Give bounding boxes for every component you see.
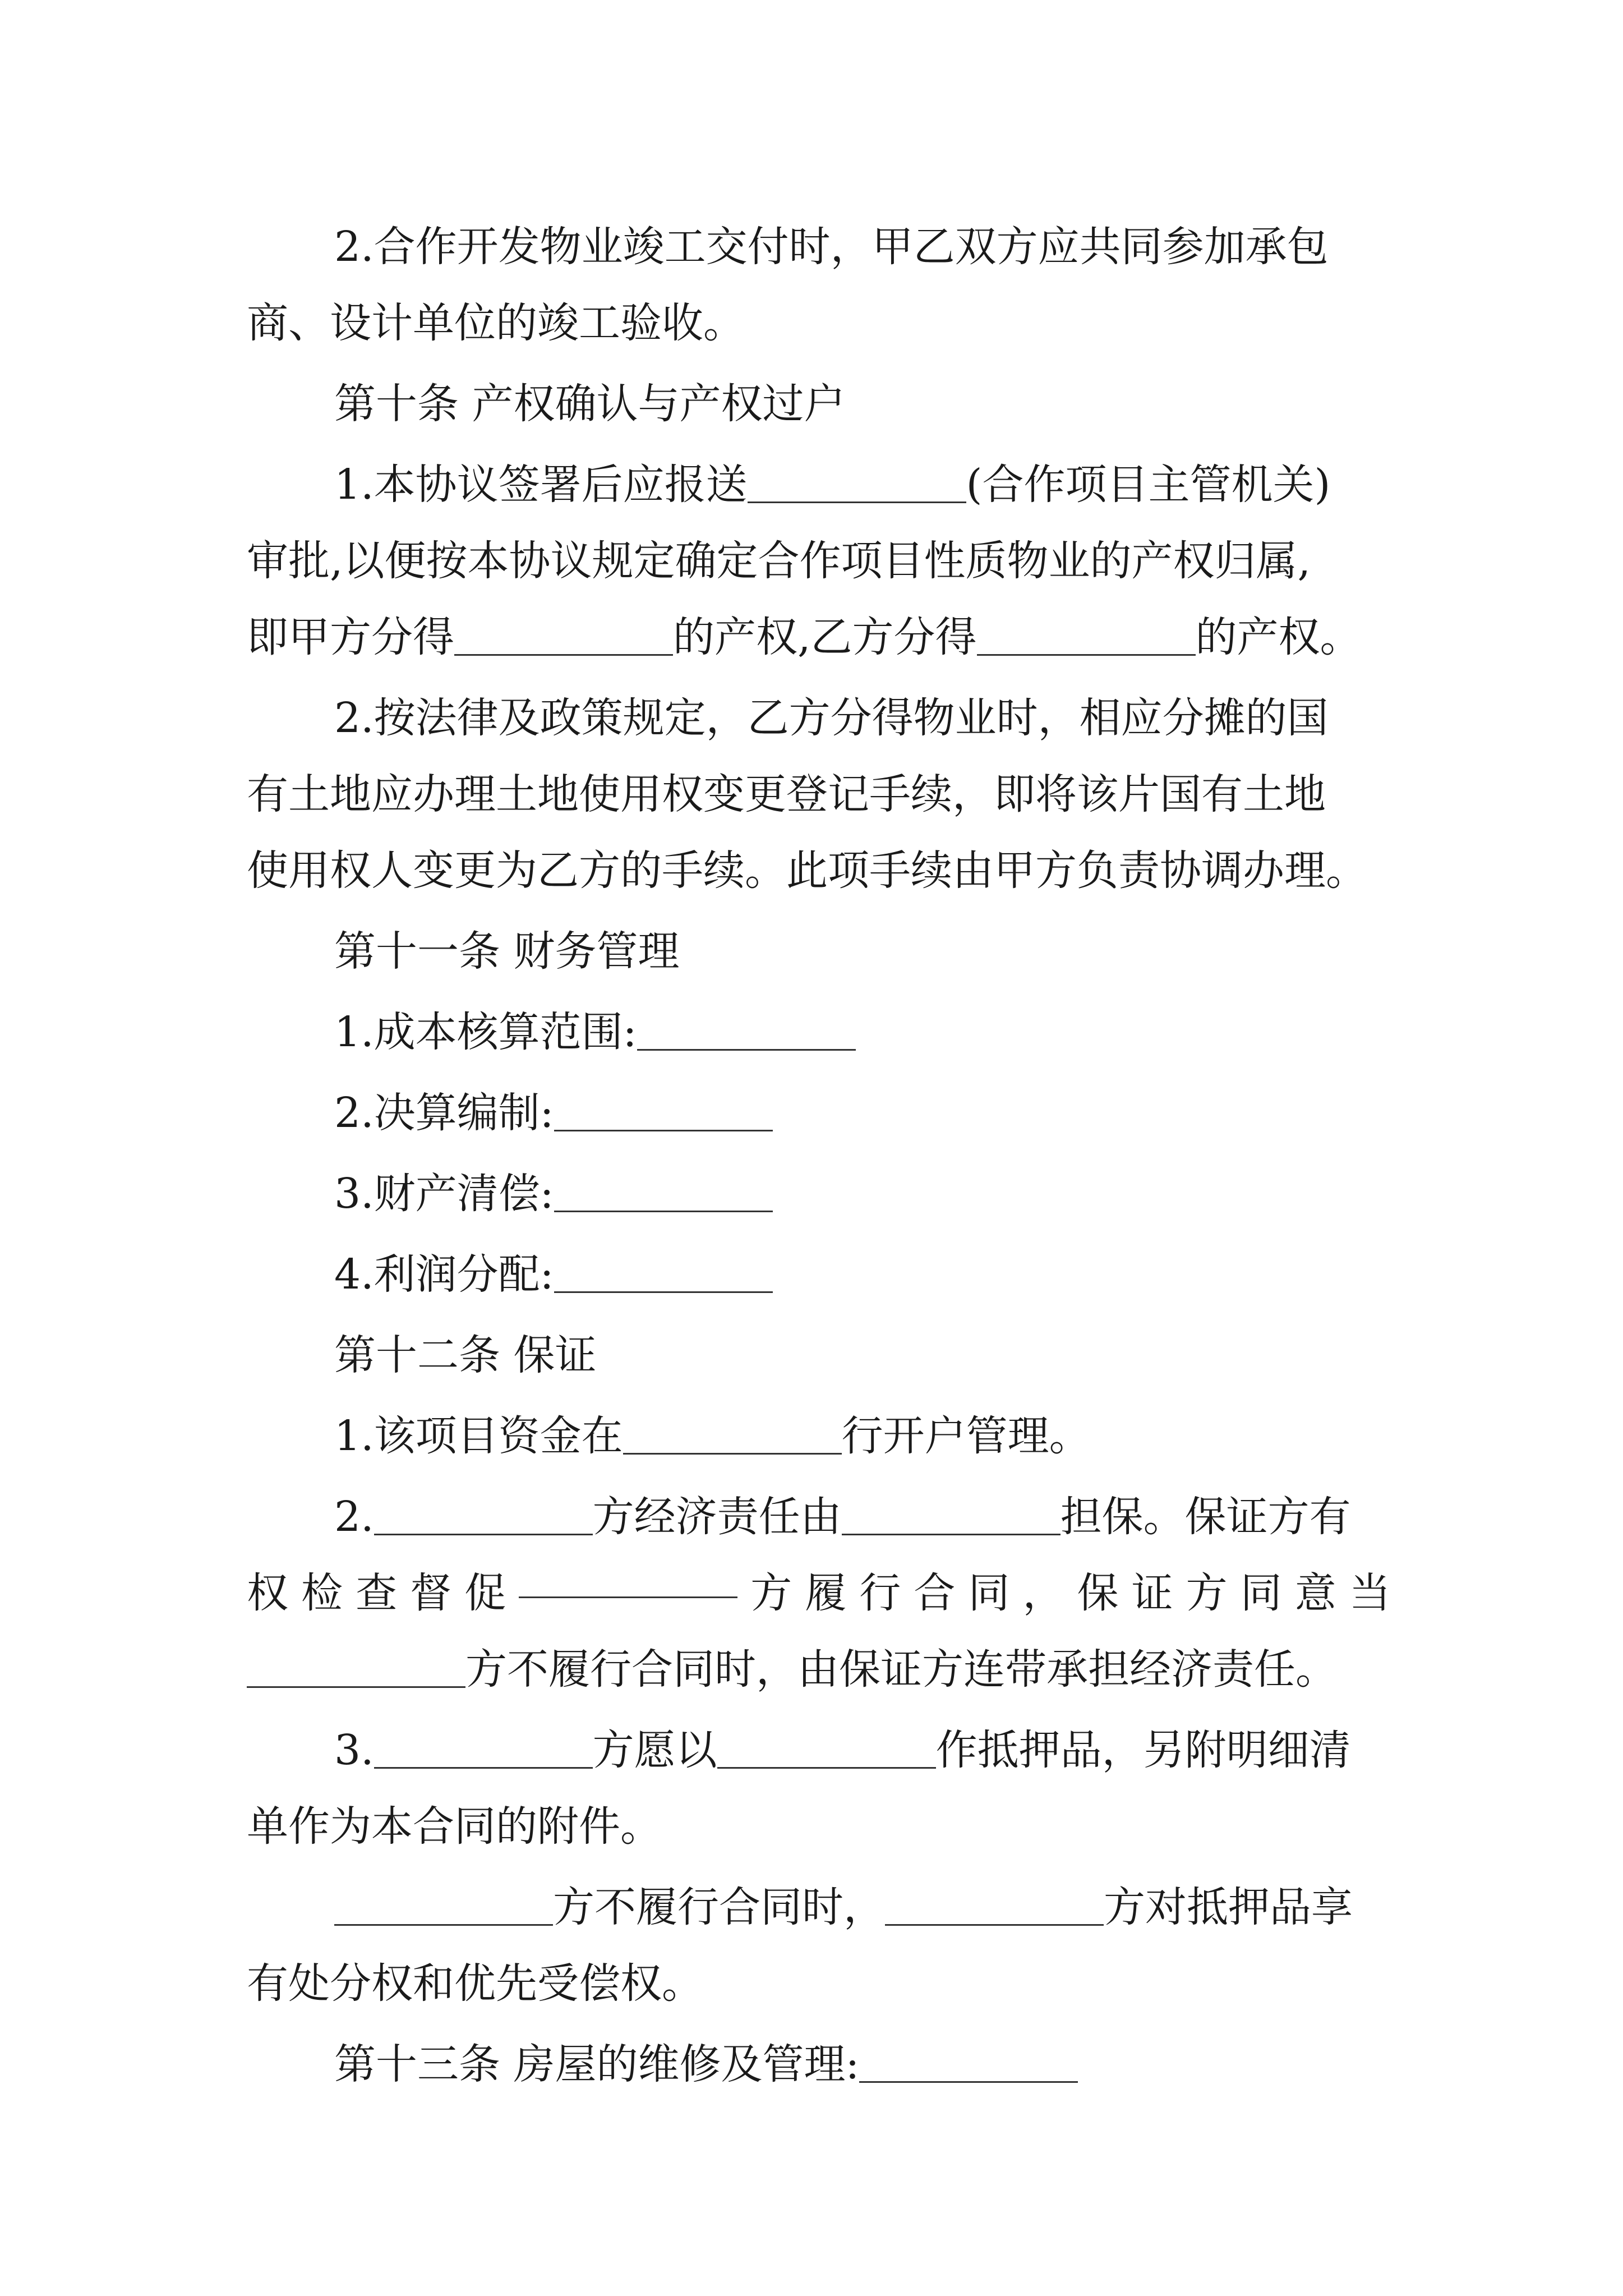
- clause12-item1: 1.该项目资金在 行开户管理。: [334, 1412, 1091, 1460]
- fill-blank: [519, 1555, 737, 1598]
- fill-blank: [637, 1007, 856, 1051]
- clause11-item2: 2.决算编制:: [247, 1075, 1391, 1151]
- clause11-title: 第十一条 财务管理: [334, 927, 680, 976]
- fill-blank: [554, 1250, 773, 1293]
- clause12-title: 第十二条 保证: [334, 1331, 597, 1379]
- clause13-title: 第十三条 房屋的维修及管理:: [247, 2026, 1391, 2102]
- clause9-item2-line2: 商、设计单位的竣工验收。: [247, 299, 745, 347]
- fill-blank: [859, 2040, 1078, 2083]
- document-page: [247, 209, 1391, 2102]
- fill-blank: [554, 1169, 773, 1212]
- clause10-item2-line3: 使用权人变更为乙方的手续。此项手续由甲方负责协调办理。: [247, 846, 1367, 895]
- clause10-item1-line2: 审批,以便按本协议规定确定合作项目性质物业的产权归属,: [247, 537, 1311, 585]
- fill-blank: [623, 1411, 842, 1455]
- fill-blank: [885, 1883, 1104, 1926]
- clause10-item2-line1: 2.按法律及政策规定，乙方分得物业时，相应分摊的国: [334, 694, 1329, 742]
- clause12-item3-para2-line1: 方不履行合同时， 方对抵押品享: [247, 1869, 1391, 1945]
- fill-blank: [748, 460, 966, 503]
- clause12-item2-line1: 2. 方经济责任由 担保。保证方有: [334, 1493, 1351, 1541]
- fill-blank: [334, 1883, 553, 1926]
- clause9-item2-line1: 2.合作开发物业竣工交付时，甲乙双方应共同参加承包: [334, 223, 1329, 271]
- clause12-item3-para2-line2: 有处分权和优先受偿权。: [247, 1959, 703, 2008]
- clause11-item1: 1.成本核算范围:: [247, 994, 1391, 1070]
- clause12-item3-line1: 3. 方愿以 作抵押品，另附明细清: [334, 1726, 1351, 1774]
- clause12-item3-line2: 单作为本合同的附件。: [247, 1802, 662, 1851]
- clause10-item2-line2: 有土地应办理土地使用权变更登记手续，即将该片国有土地: [247, 770, 1326, 818]
- fill-blank: [842, 1492, 1061, 1535]
- clause12-item2-line2: 权 检 查 督 促 方 履 行 合 同 ， 保 证 方 同 意 当: [247, 1555, 1391, 1631]
- clause10-item1-line3: 即甲方分得 的产权,乙方分得 的产权。: [247, 613, 1362, 661]
- clause11-item4: 4.利润分配:: [247, 1236, 1391, 1313]
- fill-blank: [374, 1726, 593, 1769]
- fill-blank: [554, 1088, 773, 1131]
- fill-blank: [717, 1726, 936, 1769]
- fill-blank: [247, 1645, 465, 1688]
- clause10-title: 第十条 产权确认与产权过户: [334, 380, 846, 428]
- fill-blank: [454, 613, 673, 656]
- clause11-item3: 3.财产清偿:: [247, 1156, 1391, 1232]
- fill-blank: [977, 613, 1196, 656]
- clause12-item2-line3: 方不履行合同时，由保证方连带承担经济责任。: [247, 1631, 1391, 1708]
- clause10-item1-line1: 1.本协议签署后应报送 (合作项目主管机关): [334, 461, 1331, 509]
- fill-blank: [374, 1492, 593, 1535]
